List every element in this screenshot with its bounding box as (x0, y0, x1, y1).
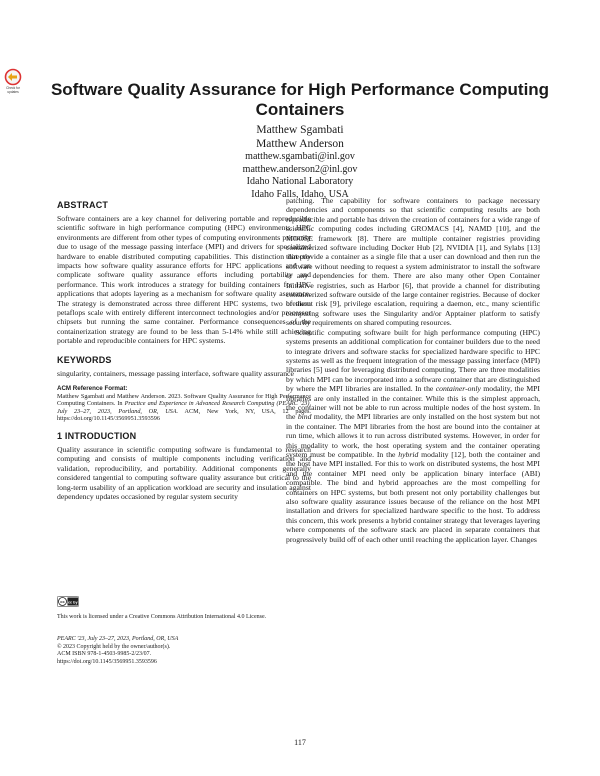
introduction-heading: 1 INTRODUCTION (57, 431, 137, 442)
conference-copyright: © 2023 Copyright held by the owner/author(s). (57, 643, 171, 650)
svg-text:cc: cc (60, 599, 65, 604)
author-name-1: Matthew Sgambati (256, 124, 344, 136)
license-logo-text: cc by (67, 600, 78, 605)
abstract-heading: ABSTRACT (57, 200, 109, 210)
conference-isbn: ACM ISBN 978-1-4503-9985-2/23/07. (57, 651, 152, 658)
acm-reference-rest: ACM, New York, NY, USA, 12 pages. https://doi.org/10.1145/3569951.3593596 (57, 407, 311, 423)
author-name-2: Matthew Anderson (256, 137, 344, 150)
right-paragraph-2: Scientific computing software built for high performance computing (HPC) systems presents an additional complication for container builders due to the need to integrate drivers and software stacks for specialized hardware specific to HPC systems as well as the frequent integration of the message passing interface (MPI) libraries [5] used for leveraging distributed computing. There are three modalities by which MPI can be incorporated into a software container that are distinguished by where the MPI libraries are installed. In the container-only modality, the MPI libraries are only installed in the container. While this is the simplest approach, the container will not be able to run across multiple nodes of the host system. In the bind modality, the MPI libraries are only installed on the host system but not in the container. The MPI libraries from the host are bound into the container at run time, which allows it to run across distributed systems. However, in order for this modality to work, the host operating system and the container operating system must be compatible. In the hybrid modality [12], both the container and the host have MPI installed. For this to work on distributed systems, the host MPI and the container MPI need only be application binary interface (ABI) compatible. The bind and hybrid approaches are the most compelling for containers on HPC systems, but both present not only portability challenges but also software quality assurance issues because of the reliance on the host MPI installation and drivers for specialized hardware specific to the host. To address this concern, this work presents a hybrid container strategy that leverages layering where components of the software stack are placed in separate containers that progressively build off of each other until reaching the application layer. Changes (286, 327, 540, 544)
conference-doi[interactable]: https://doi.org/10.1145/3569951.3593596 (57, 658, 157, 665)
page-number: 117 (294, 738, 306, 747)
author-email-1: matthew.sgambati@inl.gov (245, 151, 355, 162)
license-block (57, 594, 311, 622)
abstract-text: Software containers are a key channel for delivering portable and reproducible scientific software in high performance computing (HPC) environments. HPC environments are different from other types of computing environments primarily due to usage of the message passing interface (MPI) and drivers for specialized hardware to enable distributed computing capabilities. This distinction directly impacts how software quality assurance efforts for HPC applications and can complicate software quality assurance efforts including portability and performance. This work introduces a strategy for building containers for HPC applications that adopts layering as a mechanism for software quality assurance. The strategy is demonstrated across three different HPC systems, two of them petaflops scale with entirely different interconnect technologies and/or processor chipsets but running the same container. Performance consequences of the containerization strategy are found to be less than 5-14% while still achieving portable and reproducible containers for HPC systems. (57, 214, 311, 346)
license-text: This work is licensed under a Creative Commons Attribution International 4.0 License. (57, 614, 267, 620)
author-location: Idaho Falls, Idaho, USA (251, 188, 349, 200)
acm-reference-label: ACM Reference Format: (57, 385, 128, 393)
left-column (57, 200, 311, 502)
check-for-updates-icon[interactable] (2, 68, 24, 94)
badge-line2: updates (7, 90, 19, 94)
conference-venue: PEARC '23, July 23–27, 2023, Portland, OR, USA (57, 636, 179, 642)
introduction-text: Quality assurance in scientific computing software is fundamental to research computing and consists of multiple components including verification and validation, reproducibility, and portability. Additional components generally considered tangential to computing software quality assurance but critical to the long-term usability of an application workload are security and insulation against dependency updates occasioned by regular system security (57, 445, 311, 502)
paper-title: Software Quality Assurance for High Performance Computing Containers (50, 80, 550, 119)
author-block (150, 124, 450, 201)
author-affiliation: Idaho National Laboratory (246, 176, 354, 187)
keywords-text: singularity, containers, message passing interface, software quality assurance (57, 368, 294, 378)
acm-reference (57, 385, 311, 423)
right-paragraph-1: patching. The capability for software containers to package necessary dependencies and components so that scientific computing results are both reproducible and portable has driven the creation of containers for a wide range of scientific computing codes including GROMACS [4], NAMD [10], and the MOOSE framework [8]. There are multiple container registries providing containerized software including Docker Hub [2], NVIDIA [1], and Sylabs [13] that provide a container as a single file that a user can download and then run the software without needing to request a system administrator to install the software or any dependencies for them. There are also many other Open Container Initiative registries, such as Harbor [6], that provide a channel for distributing containerized software outside of the large container registries. Because of docker breakout risk [9], privilege escalation, requiring a daemon, etc., many scientific computing software uses the Singularity and/or Apptainer platform to satisfy security requirements on shared computing resources. (286, 196, 540, 328)
acm-reference-venue: Practice and Experience in Advanced Research Computing (PEARC '23), July 23–27, 2023, Portland, OR, USA. (57, 400, 311, 415)
right-column (286, 196, 540, 544)
conference-block (57, 636, 311, 666)
creative-commons-icon[interactable] (57, 596, 79, 607)
keywords-heading: KEYWORDS (57, 354, 112, 365)
acm-reference-authors: Matthew Sgambati and Matthew Anderson. 2023. Software Quality Assurance for High Performance Computing Containers. In (57, 392, 311, 408)
author-email-2: matthew.anderson2@inl.gov (242, 163, 358, 175)
badge-line1: Check for (6, 86, 20, 90)
